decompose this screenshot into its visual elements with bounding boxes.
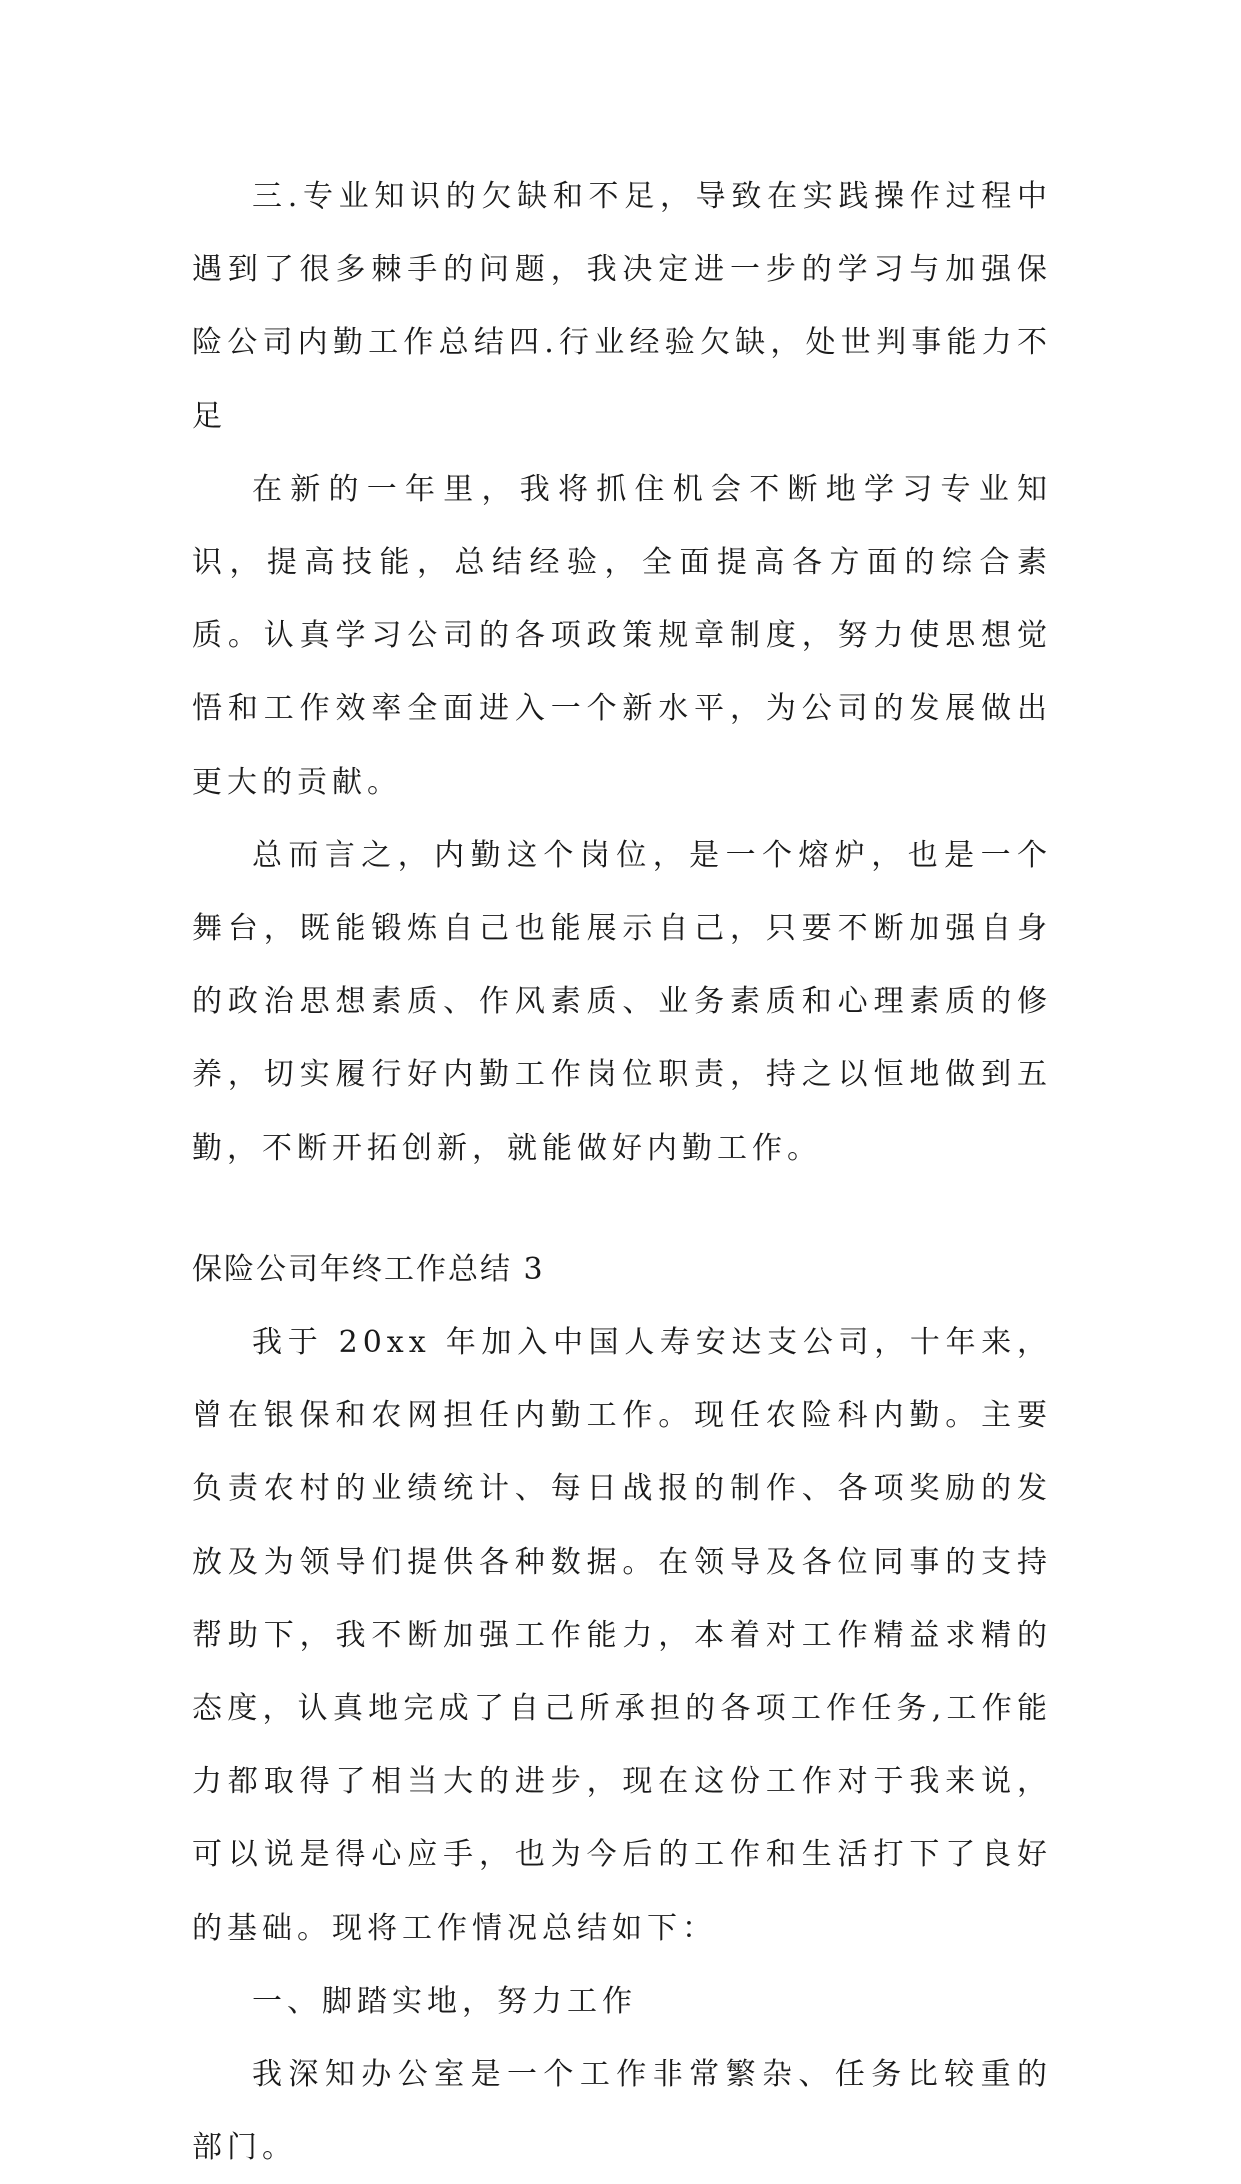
paragraph-introduction: 我于 20xx 年加入中国人寿安达支公司，十年来，曾在银保和农网担任内勤工作。现任农险科内勤。主要负责农村的业绩统计、每日战报的制作、各项奖励的发放及为领导们提供各种数据。在领导及各位同事的支持帮助下，我不断加强工作能力，本着对工作精益求精的态度，认真地完成了自己所承担的各项工作任务,工作能力都取得了相当大的进步，现在这份工作对于我来说，可以说是得心应手，也为今后的工作和生活打下了良好的基础。现将工作情况总结如下： <box>192 1325 1052 1946</box>
paragraph-conclusion: 总而言之，内勤这个岗位，是一个熔炉，也是一个舞台，既能锻炼自己也能展示自己，只要不断加强自身的政治思想素质、作风素质、业务素质和心理素质的修养，切实履行好内勤工作岗位职责，持之以恒地做到五勤，不断开拓创新，就能做好内勤工作。 <box>192 837 1052 1166</box>
paragraph-office-work: 我深知办公室是一个工作非常繁杂、任务比较重的部门。 <box>192 2057 1052 2166</box>
paragraph-new-year-plan: 在新的一年里，我将抓住机会不断地学习专业知识，提高技能，总结经验，全面提高各方面的综合素质。认真学习公司的各项政策规章制度，努力使思想觉悟和工作效率全面进入一个新水平，为公司的发展做出更大的贡献。 <box>192 471 1052 800</box>
subheading-work-hard: 一、脚踏实地，努力工作 <box>252 1983 637 2019</box>
paragraph-professional-knowledge: 三.专业知识的欠缺和不足，导致在实践操作过程中遇到了很多棘手的问题，我决定进一步的学习与加强保险公司内勤工作总结四.行业经验欠缺，处世判事能力不足 <box>192 179 1052 434</box>
document-body <box>192 160 1052 2184</box>
section-title: 保险公司年终工作总结 3 <box>192 1251 545 1287</box>
